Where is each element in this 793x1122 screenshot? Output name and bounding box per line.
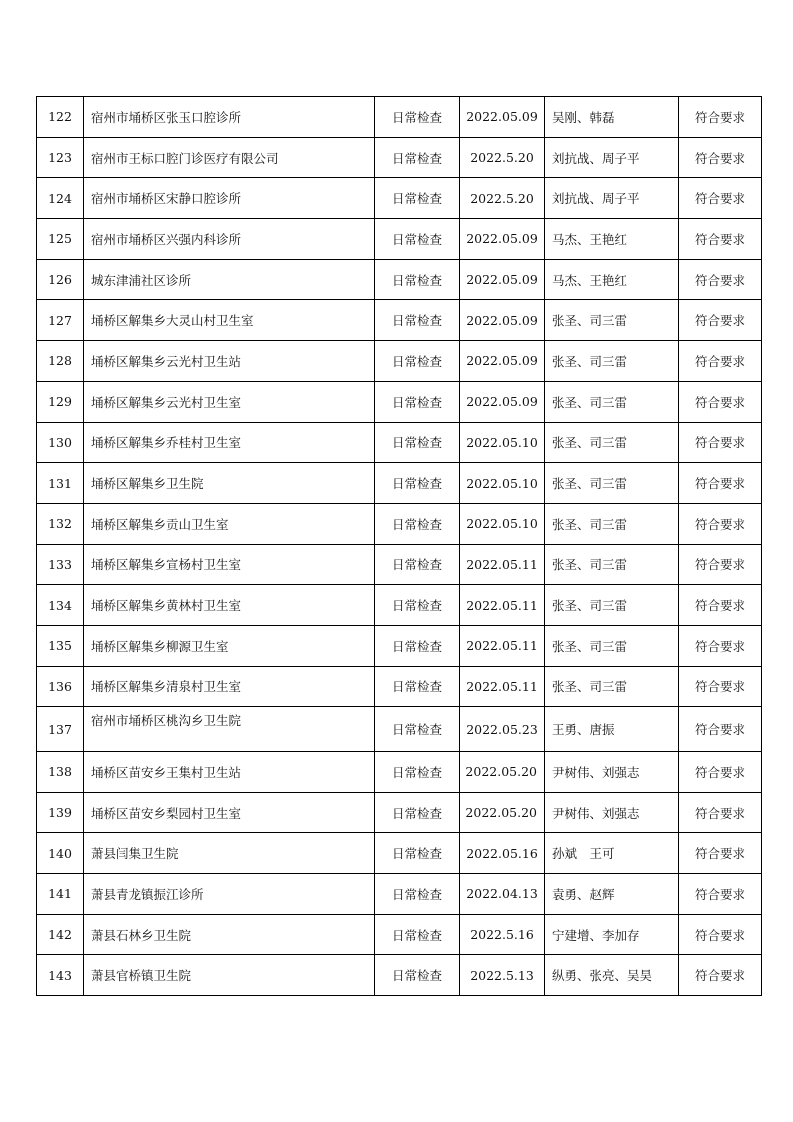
inspectors: 孙斌 王可	[545, 833, 679, 874]
inspection-date: 2022.05.09	[460, 219, 545, 260]
inspection-result: 符合要求	[679, 259, 762, 300]
inspection-table	[36, 96, 762, 996]
institution-name: 埇桥区解集乡清泉村卫生室	[84, 666, 375, 707]
inspection-type: 日常检查	[375, 585, 460, 626]
row-number: 134	[37, 585, 84, 626]
institution-name: 宿州市埇桥区桃沟乡卫生院	[84, 707, 375, 752]
institution-name: 萧县闫集卫生院	[84, 833, 375, 874]
inspection-type: 日常检查	[375, 137, 460, 178]
row-number: 139	[37, 792, 84, 833]
row-number: 143	[37, 955, 84, 996]
inspectors: 刘抗战、周子平	[545, 137, 679, 178]
inspection-result: 符合要求	[679, 341, 762, 382]
table-row	[37, 300, 762, 341]
row-number: 125	[37, 219, 84, 260]
row-number: 129	[37, 381, 84, 422]
table-row	[37, 503, 762, 544]
inspection-result: 符合要求	[679, 178, 762, 219]
inspectors: 马杰、王艳红	[545, 259, 679, 300]
institution-name: 宿州市埇桥区宋静口腔诊所	[84, 178, 375, 219]
table-row	[37, 422, 762, 463]
inspection-date: 2022.05.11	[460, 625, 545, 666]
institution-name: 埇桥区解集乡贡山卫生室	[84, 503, 375, 544]
inspection-type: 日常检查	[375, 422, 460, 463]
row-number: 133	[37, 544, 84, 585]
inspectors: 纵勇、张亮、吴昊	[545, 955, 679, 996]
inspection-result: 符合要求	[679, 463, 762, 504]
institution-name: 埇桥区解集乡乔桂村卫生室	[84, 422, 375, 463]
inspectors: 宁建增、李加存	[545, 914, 679, 955]
row-number: 124	[37, 178, 84, 219]
inspection-type: 日常检查	[375, 300, 460, 341]
row-number: 126	[37, 259, 84, 300]
inspection-date: 2022.05.09	[460, 381, 545, 422]
inspection-result: 符合要求	[679, 544, 762, 585]
institution-name: 埇桥区解集乡大灵山村卫生室	[84, 300, 375, 341]
inspection-type: 日常检查	[375, 381, 460, 422]
inspection-type: 日常检查	[375, 463, 460, 504]
institution-name: 宿州市埇桥区兴强内科诊所	[84, 219, 375, 260]
institution-name: 宿州市王标口腔门诊医疗有限公司	[84, 137, 375, 178]
inspection-result: 符合要求	[679, 833, 762, 874]
inspection-date: 2022.05.20	[460, 752, 545, 793]
inspectors: 张圣、司三雷	[545, 544, 679, 585]
inspectors: 吴刚、韩磊	[545, 97, 679, 138]
inspection-result: 符合要求	[679, 585, 762, 626]
inspection-type: 日常检查	[375, 752, 460, 793]
institution-name: 埇桥区解集乡宣杨村卫生室	[84, 544, 375, 585]
inspection-date: 2022.05.09	[460, 300, 545, 341]
inspection-result: 符合要求	[679, 137, 762, 178]
inspection-date: 2022.5.16	[460, 914, 545, 955]
institution-name: 埇桥区解集乡云光村卫生室	[84, 381, 375, 422]
inspection-type: 日常检查	[375, 874, 460, 915]
inspection-type: 日常检查	[375, 625, 460, 666]
inspection-date: 2022.05.16	[460, 833, 545, 874]
institution-name: 埇桥区解集乡柳源卫生室	[84, 625, 375, 666]
table-row	[37, 381, 762, 422]
table-row	[37, 178, 762, 219]
inspection-date: 2022.05.20	[460, 792, 545, 833]
institution-name: 宿州市埇桥区张玉口腔诊所	[84, 97, 375, 138]
inspectors: 刘抗战、周子平	[545, 178, 679, 219]
table-row	[37, 463, 762, 504]
row-number: 130	[37, 422, 84, 463]
row-number: 141	[37, 874, 84, 915]
inspection-date: 2022.05.09	[460, 259, 545, 300]
table-row	[37, 544, 762, 585]
table-row	[37, 707, 762, 752]
row-number: 128	[37, 341, 84, 382]
inspection-result: 符合要求	[679, 300, 762, 341]
inspection-type: 日常检查	[375, 219, 460, 260]
inspection-result: 符合要求	[679, 792, 762, 833]
inspectors: 张圣、司三雷	[545, 300, 679, 341]
inspection-type: 日常检查	[375, 259, 460, 300]
institution-name: 萧县青龙镇振江诊所	[84, 874, 375, 915]
inspectors: 张圣、司三雷	[545, 666, 679, 707]
institution-name: 埇桥区苗安乡梨园村卫生室	[84, 792, 375, 833]
inspection-date: 2022.5.13	[460, 955, 545, 996]
institution-name: 萧县石林乡卫生院	[84, 914, 375, 955]
inspection-type: 日常检查	[375, 955, 460, 996]
row-number: 127	[37, 300, 84, 341]
table-row	[37, 341, 762, 382]
inspection-type: 日常检查	[375, 503, 460, 544]
row-number: 136	[37, 666, 84, 707]
inspectors: 张圣、司三雷	[545, 585, 679, 626]
inspection-type: 日常检查	[375, 914, 460, 955]
inspection-type: 日常检查	[375, 666, 460, 707]
row-number: 137	[37, 707, 84, 752]
institution-name: 埇桥区解集乡黄林村卫生室	[84, 585, 375, 626]
inspection-table-body	[37, 97, 762, 996]
table-row	[37, 833, 762, 874]
inspectors: 尹树伟、刘强志	[545, 792, 679, 833]
inspection-result: 符合要求	[679, 914, 762, 955]
inspection-result: 符合要求	[679, 97, 762, 138]
inspection-date: 2022.04.13	[460, 874, 545, 915]
inspection-date: 2022.05.10	[460, 463, 545, 504]
table-row	[37, 585, 762, 626]
inspectors: 袁勇、赵辉	[545, 874, 679, 915]
inspection-type: 日常检查	[375, 833, 460, 874]
row-number: 131	[37, 463, 84, 504]
institution-name: 城东津浦社区诊所	[84, 259, 375, 300]
inspectors: 张圣、司三雷	[545, 422, 679, 463]
table-row	[37, 97, 762, 138]
inspection-type: 日常检查	[375, 178, 460, 219]
table-row	[37, 752, 762, 793]
inspectors: 张圣、司三雷	[545, 341, 679, 382]
inspection-result: 符合要求	[679, 955, 762, 996]
table-row	[37, 219, 762, 260]
inspection-date: 2022.05.23	[460, 707, 545, 752]
inspection-date: 2022.05.11	[460, 544, 545, 585]
row-number: 135	[37, 625, 84, 666]
inspectors: 张圣、司三雷	[545, 463, 679, 504]
table-row	[37, 792, 762, 833]
inspection-type: 日常检查	[375, 97, 460, 138]
table-row	[37, 137, 762, 178]
row-number: 140	[37, 833, 84, 874]
table-row	[37, 874, 762, 915]
inspectors: 尹树伟、刘强志	[545, 752, 679, 793]
inspection-result: 符合要求	[679, 666, 762, 707]
inspection-result: 符合要求	[679, 503, 762, 544]
institution-name: 埇桥区解集乡云光村卫生站	[84, 341, 375, 382]
inspection-result: 符合要求	[679, 874, 762, 915]
inspection-result: 符合要求	[679, 422, 762, 463]
table-row	[37, 625, 762, 666]
inspectors: 张圣、司三雷	[545, 381, 679, 422]
inspection-date: 2022.05.11	[460, 585, 545, 626]
inspectors: 王勇、唐振	[545, 707, 679, 752]
inspectors: 马杰、王艳红	[545, 219, 679, 260]
inspection-result: 符合要求	[679, 381, 762, 422]
row-number: 142	[37, 914, 84, 955]
inspection-result: 符合要求	[679, 219, 762, 260]
row-number: 122	[37, 97, 84, 138]
inspection-date: 2022.05.09	[460, 97, 545, 138]
row-number: 132	[37, 503, 84, 544]
inspection-date: 2022.05.10	[460, 503, 545, 544]
institution-name: 萧县官桥镇卫生院	[84, 955, 375, 996]
inspection-date: 2022.05.11	[460, 666, 545, 707]
inspection-date: 2022.5.20	[460, 137, 545, 178]
row-number: 123	[37, 137, 84, 178]
inspection-result: 符合要求	[679, 707, 762, 752]
table-row	[37, 666, 762, 707]
inspection-date: 2022.5.20	[460, 178, 545, 219]
inspection-date: 2022.05.09	[460, 341, 545, 382]
inspection-type: 日常检查	[375, 544, 460, 585]
inspection-type: 日常检查	[375, 341, 460, 382]
row-number: 138	[37, 752, 84, 793]
inspection-date: 2022.05.10	[460, 422, 545, 463]
table-row	[37, 914, 762, 955]
inspectors: 张圣、司三雷	[545, 503, 679, 544]
table-row	[37, 955, 762, 996]
inspectors: 张圣、司三雷	[545, 625, 679, 666]
inspection-result: 符合要求	[679, 625, 762, 666]
table-row	[37, 259, 762, 300]
inspection-type: 日常检查	[375, 707, 460, 752]
institution-name: 埇桥区解集乡卫生院	[84, 463, 375, 504]
inspection-type: 日常检查	[375, 792, 460, 833]
institution-name: 埇桥区苗安乡王集村卫生站	[84, 752, 375, 793]
inspection-result: 符合要求	[679, 752, 762, 793]
